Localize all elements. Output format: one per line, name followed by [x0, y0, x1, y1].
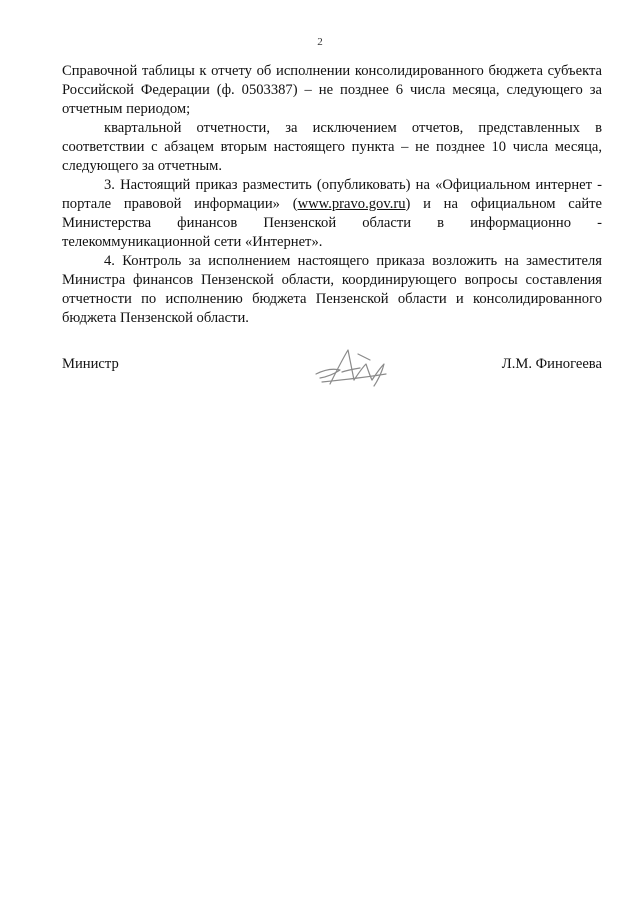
signer-title: Министр — [62, 356, 119, 372]
paragraph-text: квартальной отчетности, за исключением отчетов, представленных в соответствии с абзацем вторым настоящего пункта – не позднее 10 числа месяца, следующего за отчетным. — [62, 120, 602, 174]
paragraph-text: ) и на официальном сайте Министерства финансов Пензенской области в информационно - телекоммуникационной сети «Интернет». — [62, 196, 603, 250]
paragraph-text: 3. Настоящий приказ разместить (опубликовать) на «Официальном интернет - портале правовой информации» ( — [62, 177, 602, 212]
paragraph-text: 4. Контроль за исполнением настоящего приказа возложить на заместителя Министра финансов Пензенской области, координирующего вопросы составления отчетности по исполнению бюджета Пензенской области и консолидированного бюджета Пензенской области. — [62, 253, 602, 326]
paragraph-text: Справочной таблицы к отчету об исполнении консолидированного бюджета субъекта Российской Федерации (ф. 0503387) – не позднее 6 числа месяца, следующего за отчетным периодом; — [62, 63, 602, 117]
paragraph-quarterly-reporting — [62, 119, 602, 176]
pravo-portal-link[interactable]: www.pravo.gov.ru — [297, 196, 406, 212]
paragraph-item-3 — [62, 176, 602, 252]
signature-block — [62, 352, 602, 400]
paragraph-item-4 — [62, 252, 602, 328]
signer-name: Л.М. Финогеева — [501, 356, 602, 372]
paragraph-reference-table — [62, 62, 602, 119]
document-body — [62, 62, 602, 328]
page-number: 2 — [317, 36, 323, 48]
handwritten-signature — [312, 344, 392, 392]
